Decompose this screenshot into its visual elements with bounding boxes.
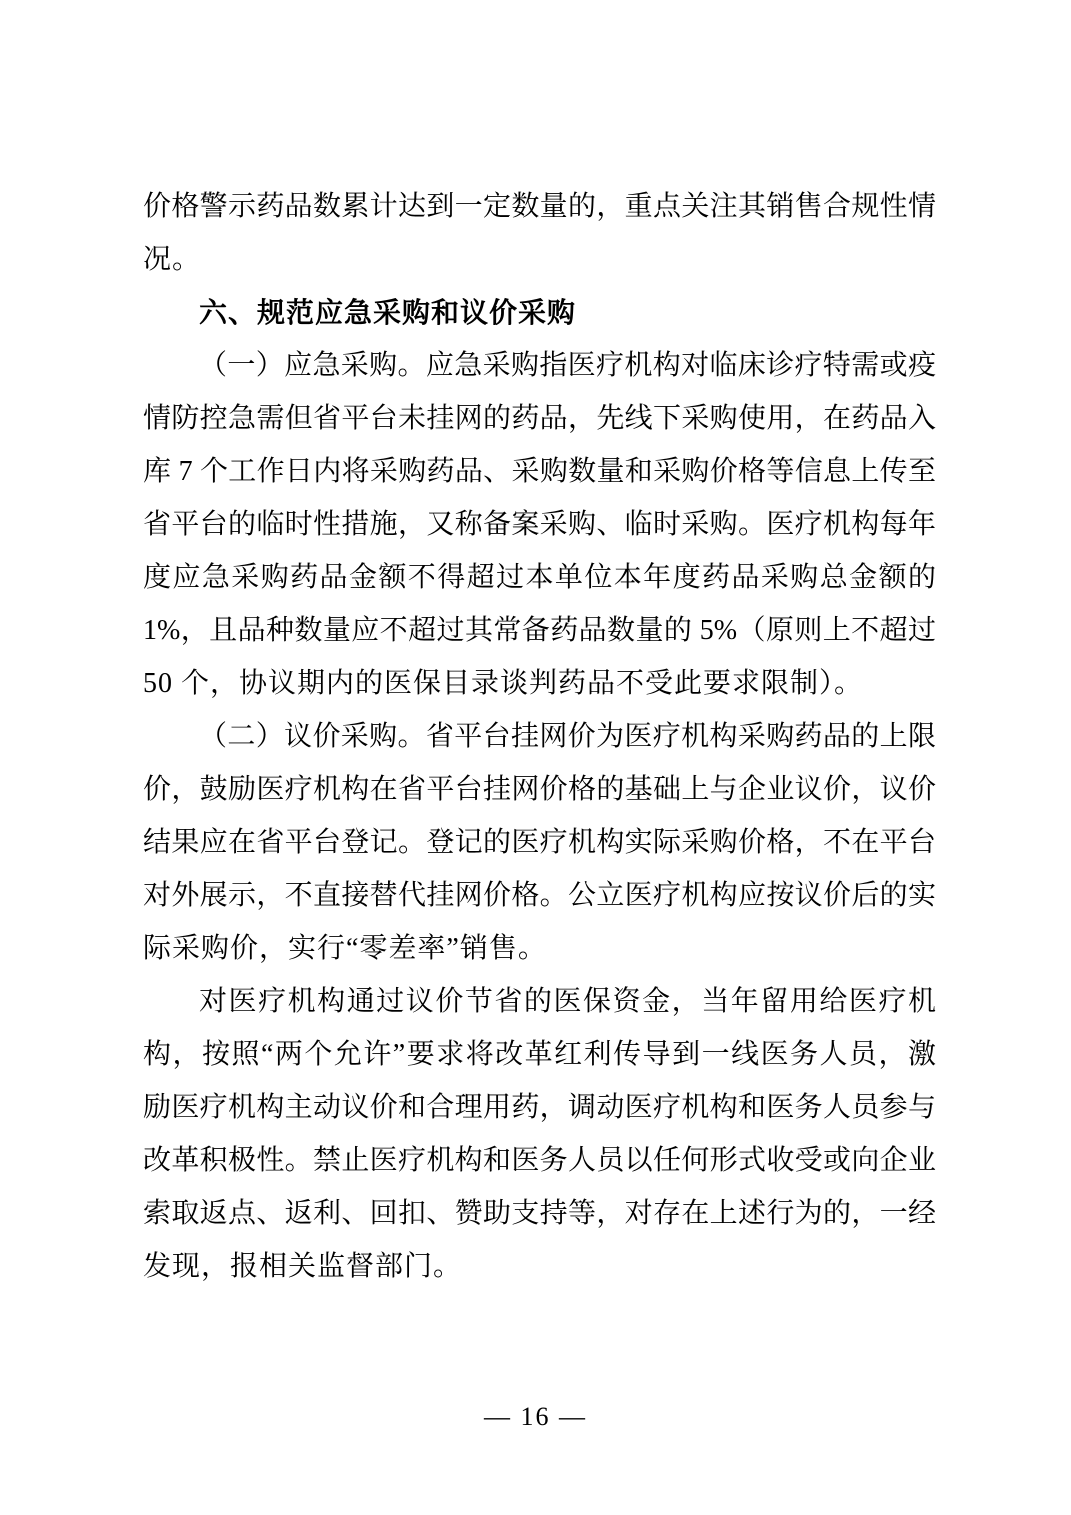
text-line: 对医疗机构通过议价节省的医保资金，当年留用给医疗机 — [199, 986, 936, 1017]
text-line: （二）议价采购。省平台挂网价为医疗机构采购药品的上限 — [199, 721, 936, 752]
text-line: 际采购价，实行“零差率”销售。 — [143, 933, 547, 964]
text-line: 度应急采购药品金额不得超过本单位本年度药品采购总金额的 — [143, 562, 936, 593]
text-line: （一）应急采购。应急采购指医疗机构对临床诊疗特需或疫 — [199, 350, 936, 381]
text-line: 50 个，协议期内的医保目录谈判药品不受此要求限制）。 — [143, 668, 864, 699]
text-line: 价格警示药品数累计达到一定数量的，重点关注其销售合规性情 — [143, 191, 936, 222]
text-line: 况。 — [143, 244, 202, 275]
text-line: 构，按照“两个允许”要求将改革红利传导到一线医务人员，激 — [143, 1039, 936, 1070]
text-line: 励医疗机构主动议价和合理用药，调动医疗机构和医务人员参与 — [143, 1092, 936, 1123]
text-line: 结果应在省平台登记。登记的医疗机构实际采购价格，不在平台 — [143, 827, 936, 858]
text-line: 1%，且品种数量应不超过其常备药品数量的 5%（原则上不超过 — [143, 615, 936, 646]
text-line: 库 7 个工作日内将采购药品、采购数量和采购价格等信息上传至 — [143, 456, 936, 487]
text-line: 价，鼓励医疗机构在省平台挂网价格的基础上与企业议价，议价 — [143, 774, 936, 805]
text-line: 对外展示，不直接替代挂网价格。公立医疗机构应按议价后的实 — [143, 880, 936, 911]
text-line: 省平台的临时性措施，又称备案采购、临时采购。医疗机构每年 — [143, 509, 936, 540]
text-line: 情防控急需但省平台未挂网的药品，先线下采购使用，在药品入 — [143, 403, 936, 434]
text-line: 改革积极性。禁止医疗机构和医务人员以任何形式收受或向企业 — [143, 1145, 936, 1176]
section-heading-6: 六、规范应急采购和议价采购 — [199, 297, 577, 328]
text-line: 发现，报相关监督部门。 — [143, 1251, 463, 1282]
page-number: — 16 — — [484, 1402, 587, 1431]
text-line: 索取返点、返利、回扣、赞助支持等，对存在上述行为的，一经 — [143, 1198, 936, 1229]
document-body — [143, 180, 936, 1293]
